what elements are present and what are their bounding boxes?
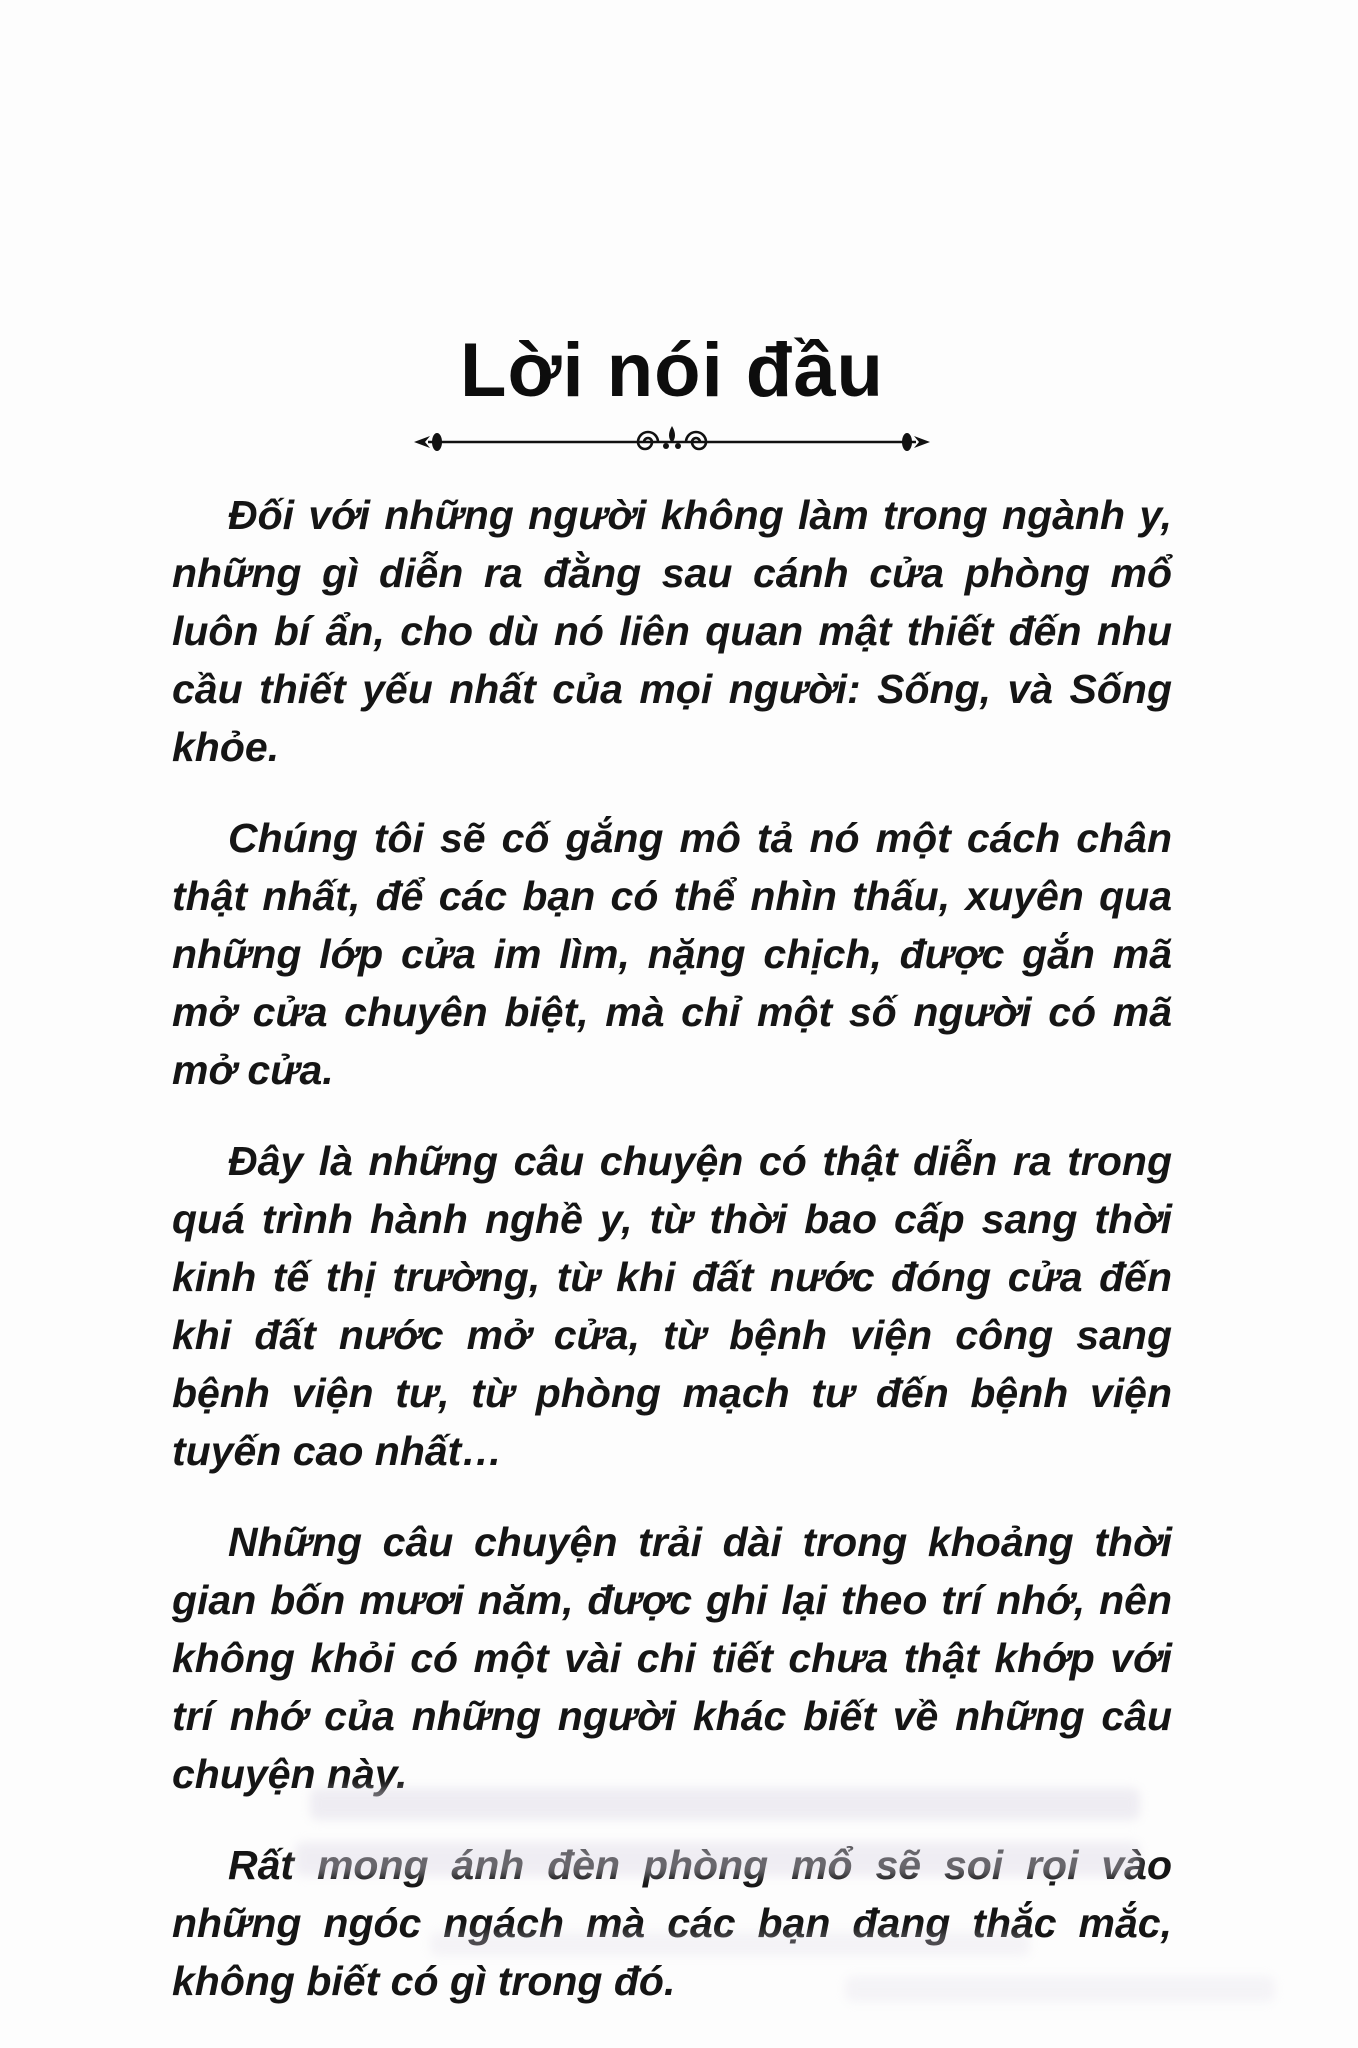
showthrough-line	[845, 1976, 1275, 2002]
showthrough-line	[430, 1932, 1030, 1956]
showthrough-line	[310, 1788, 1140, 1820]
preface-paragraph: Những câu chuyện trải dài trong khoảng thời gian bốn mươi năm, được ghi lại theo trí nhớ, nên không khỏi có một vài chi tiết chưa thật khớp với trí nhớ của những người khác biết về những câu chuyện này.	[172, 1519, 1172, 1797]
preface-paragraph: Đây là những câu chuyện có thật diễn ra trong quá trình hành nghề y, từ thời bao cấp sang thời kinh tế thị trường, từ khi đất nước đóng cửa đến khi đất nước mở cửa, từ bệnh viện công sang bệnh viện tư, từ phòng mạch tư đến bệnh viện tuyến cao nhất…	[172, 1138, 1172, 1474]
page-title: Lời nói đầu	[460, 327, 884, 413]
preface-paragraph: Chúng tôi sẽ cố gắng mô tả nó một cách chân thật nhất, để các bạn có thể nhìn thấu, xuyên qua những lớp cửa im lìm, nặng chịch, được gắn mã mở cửa chuyên biệt, mà chỉ một số người có mã mở cửa.	[172, 815, 1172, 1093]
showthrough-line	[295, 1842, 1140, 1876]
ornamental-divider	[172, 420, 1172, 464]
preface-paragraph: Đối với những người không làm trong ngành y, những gì diễn ra đằng sau cánh cửa phòng mổ luôn bí ẩn, cho dù nó liên quan mật thiết đến nhu cầu thiết yếu nhất của mọi người: Sống, và Sống khỏe.	[172, 492, 1172, 770]
preface-paragraph: Rất mong ánh đèn phòng mổ sẽ soi rọi vào những ngóc ngách mà các bạn đang thắc mắc, không biết có gì trong đó.	[172, 1842, 1172, 2004]
divider-flourish-icon	[412, 420, 932, 464]
